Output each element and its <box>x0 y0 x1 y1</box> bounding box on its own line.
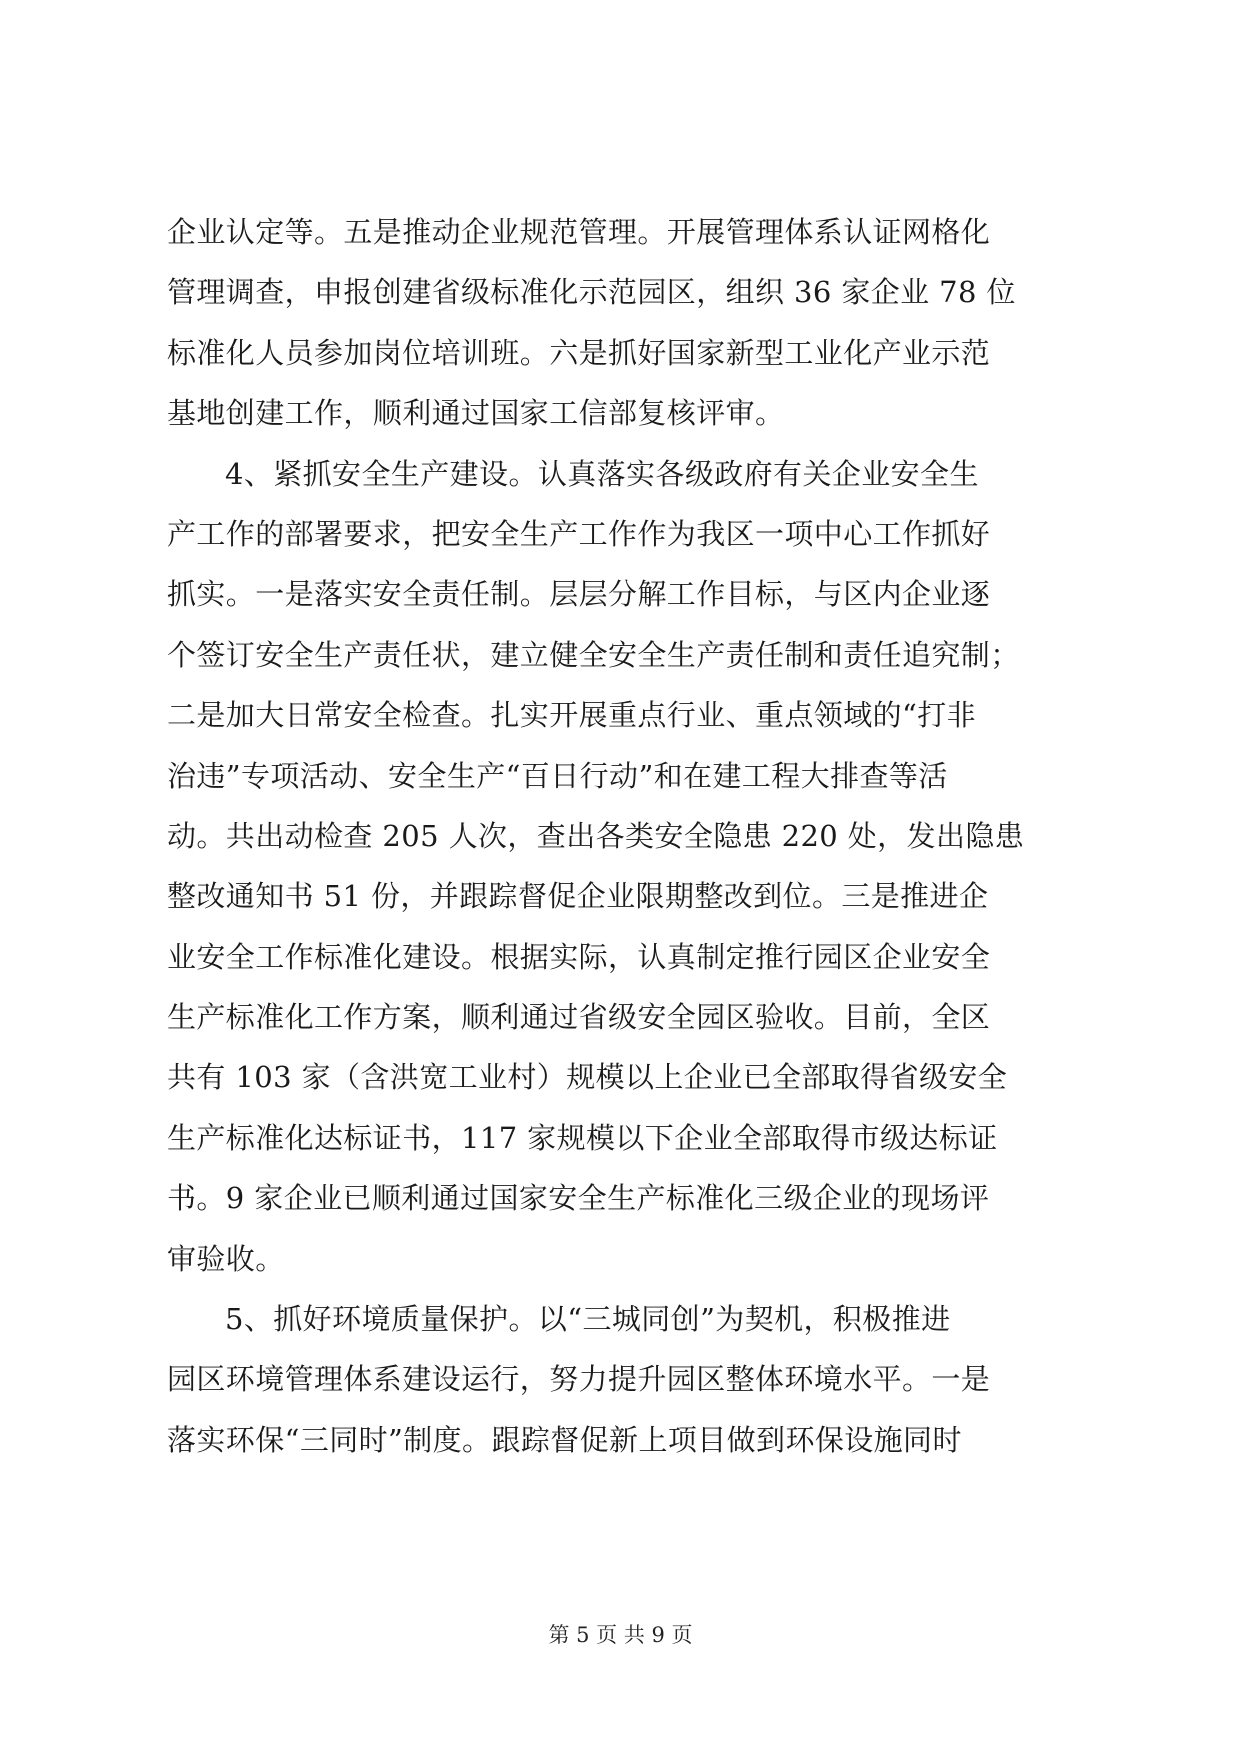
text-line: 企业认定等。五是推动企业规范管理。开展管理体系认证网格化 <box>167 215 991 249</box>
text-line: 基地创建工作，顺利通过国家工信部复核评审。 <box>167 396 785 431</box>
text-line: 动。共出动检查 205 人次，查出各类安全隐患 220 处，发出隐患 <box>167 818 1025 853</box>
text-line: 落实环保“三同时”制度。跟踪督促新上项目做到环保设施同时 <box>167 1422 962 1457</box>
text-line: 抓实。一是落实安全责任制。层层分解工作目标，与区内企业逐 <box>167 577 991 612</box>
text-line: 生产标准化达标证书，117 家规模以下企业全部取得市级达标证 <box>167 1120 998 1155</box>
text-line: 二是加大日常安全检查。扎实开展重点行业、重点领域的“打非 <box>167 698 977 733</box>
text-line: 业安全工作标准化建设。根据实际，认真制定推行园区企业安全 <box>167 939 991 974</box>
text-line: 标准化人员参加岗位培训班。六是抓好国家新型工业化产业示范 <box>167 335 991 370</box>
text-line: 个签订安全生产责任状，建立健全安全生产责任制和责任追究制； <box>167 637 1020 672</box>
text-line: 共有 103 家（含洪宽工业村）规模以上企业已全部取得省级安全 <box>167 1060 1008 1095</box>
text-line: 治违”专项活动、安全生产“百日行动”和在建工程大排查等活 <box>167 758 948 793</box>
body-text <box>167 202 1077 1470</box>
text-line: 园区环境管理体系建设运行，努力提升园区整体环境水平。一是 <box>167 1362 991 1397</box>
paragraph-start-line: 5、抓好环境质量保护。以“三城同创”为契机，积极推进 <box>225 1302 951 1337</box>
text-line: 书。9 家企业已顺利通过国家安全生产标准化三级企业的现场评 <box>167 1181 990 1216</box>
text-line: 审验收。 <box>167 1241 285 1276</box>
paragraph-start-line: 4、紧抓安全生产建设。认真落实各级政府有关企业安全生 <box>225 456 979 491</box>
text-line: 整改通知书 51 份，并跟踪督促企业限期整改到位。三是推进企 <box>167 879 989 914</box>
text-line: 产工作的部署要求，把安全生产工作作为我区一项中心工作抓好 <box>167 516 991 551</box>
text-line: 管理调查，申报创建省级标准化示范园区，组织 36 家企业 78 位 <box>167 275 1016 310</box>
page-number-footer: 第 5 页 共 9 页 <box>548 1623 693 1647</box>
text-line: 生产标准化工作方案，顺利通过省级安全园区验收。目前，全区 <box>167 1000 991 1035</box>
